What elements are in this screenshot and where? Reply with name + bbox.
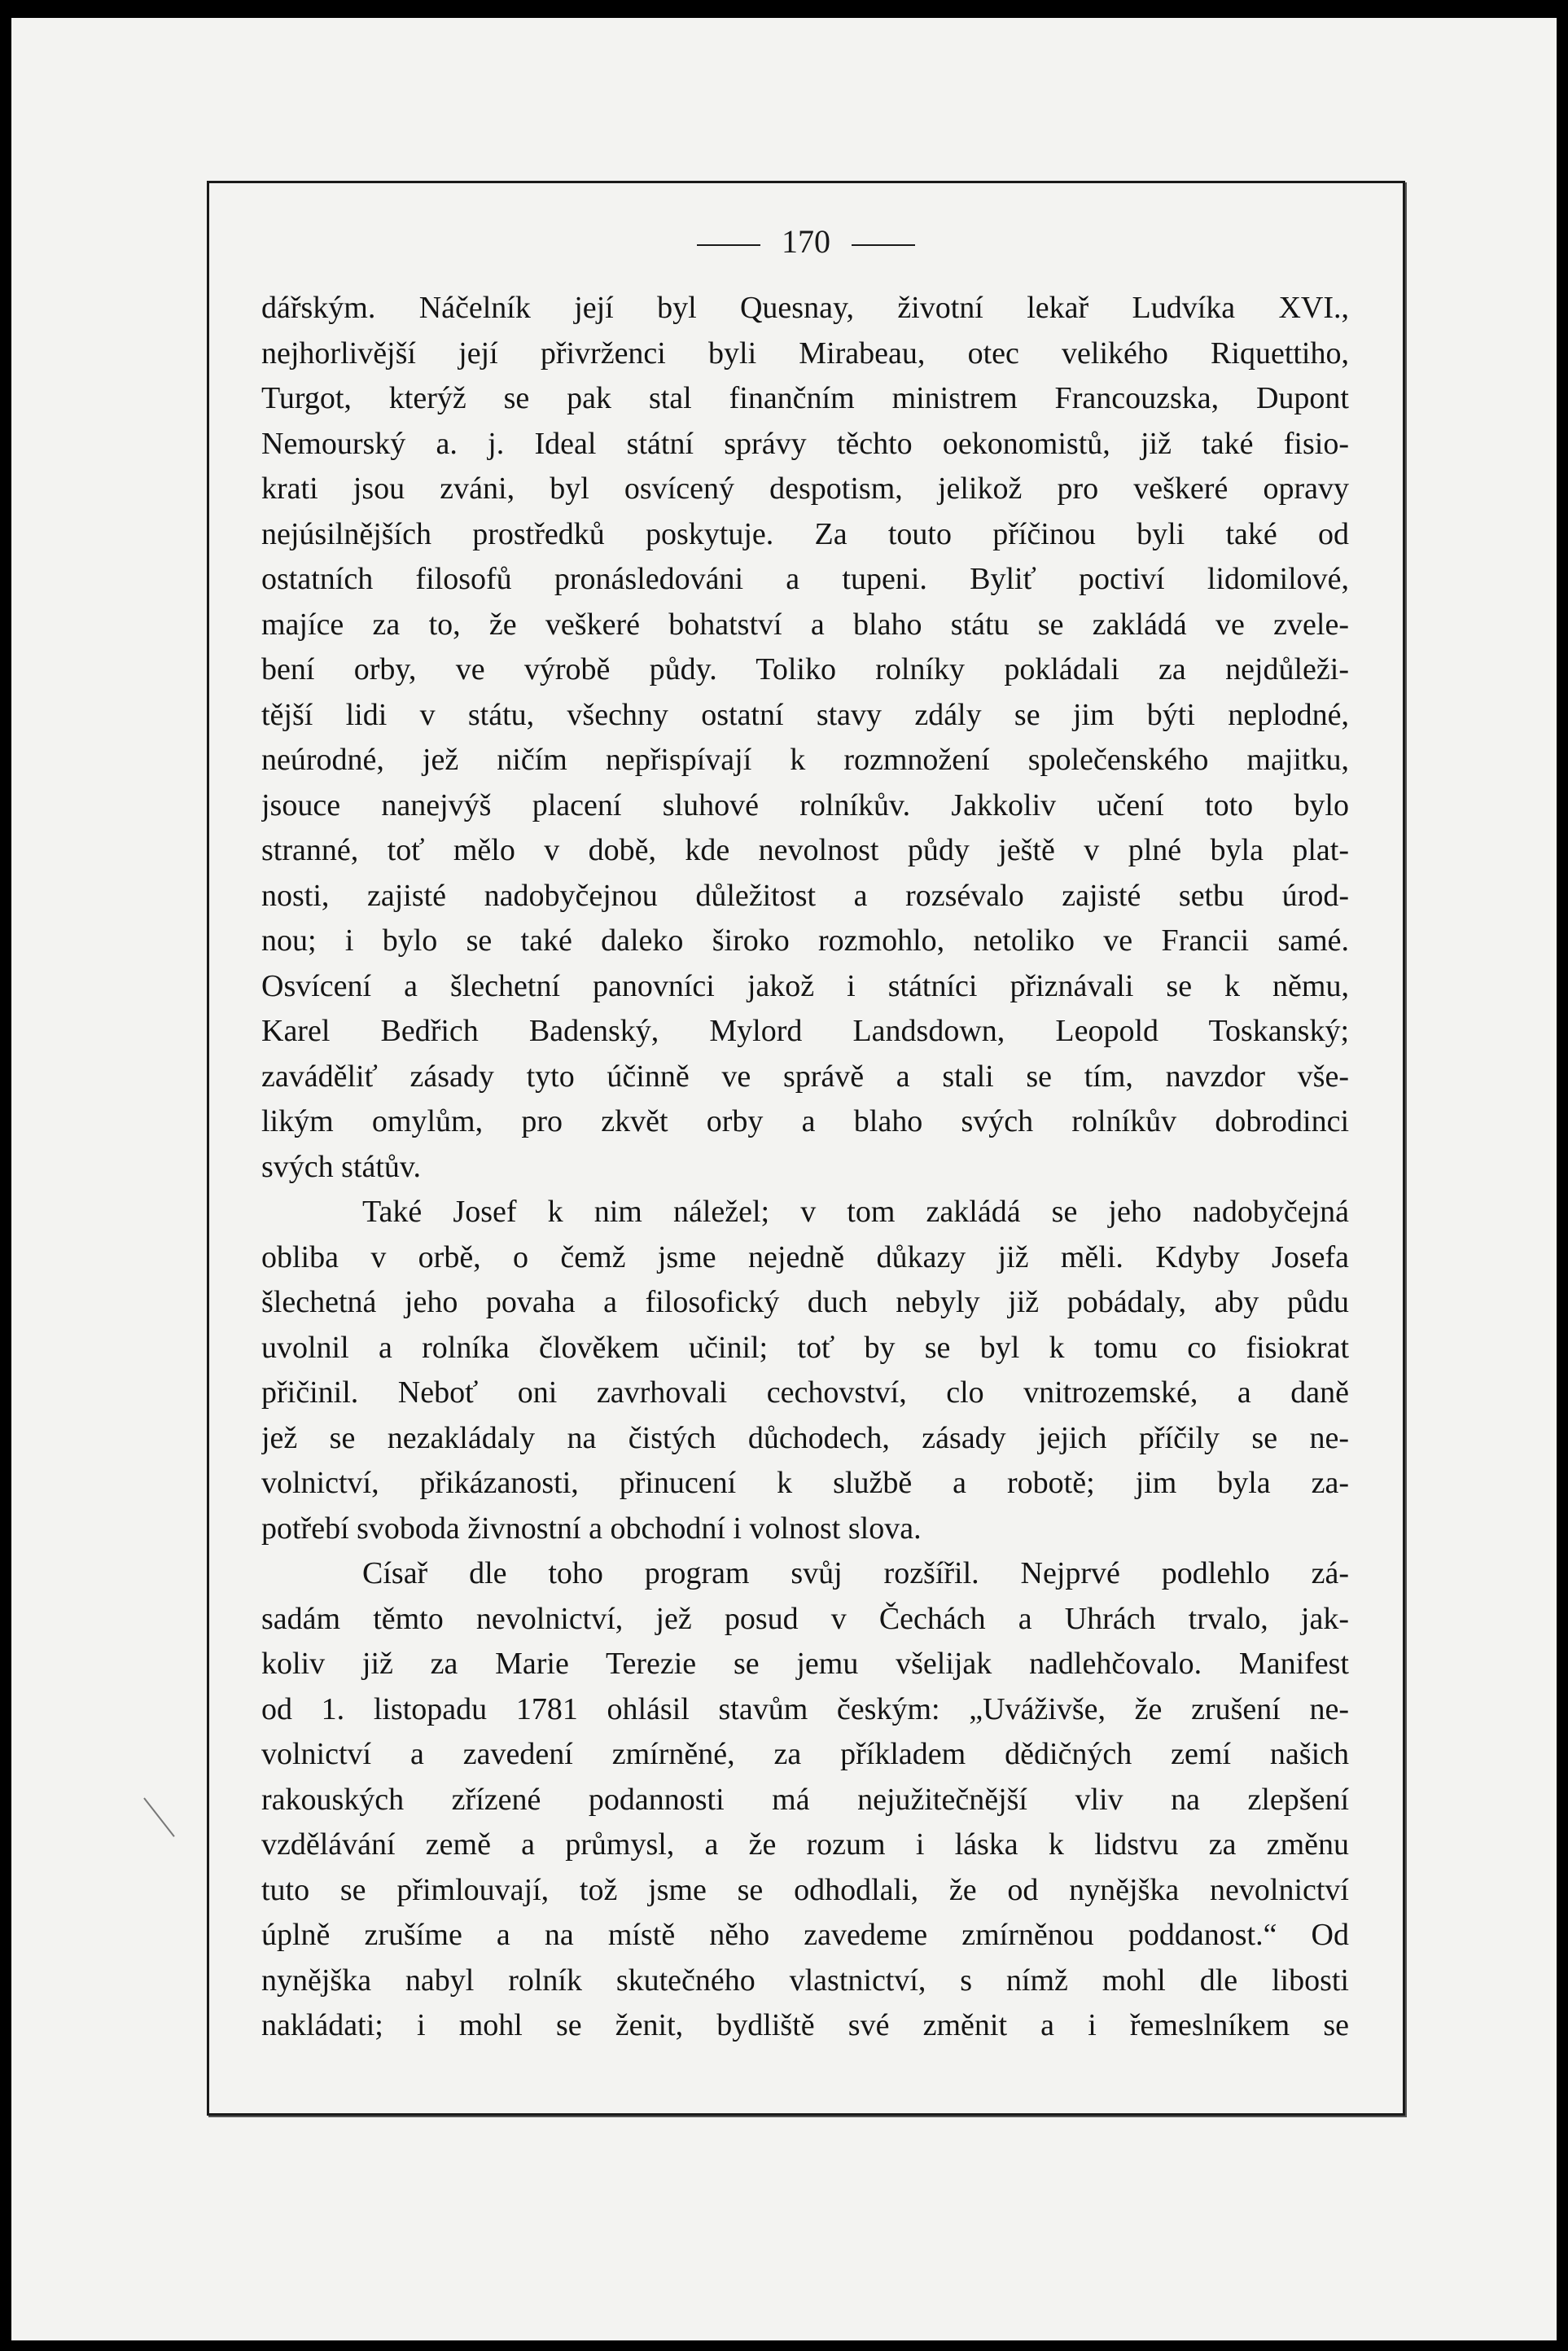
text-line: přičinil. Neboť oni zavrhovali cechovství, clo vnitrozemské, a daně: [261, 1375, 1349, 1410]
scanned-page: [11, 18, 1557, 2340]
text-line: Císař dle toho program svůj rozšířil. Nejprvé podlehlo zá-: [362, 1556, 1349, 1590]
page-number: 170: [782, 223, 830, 260]
text-line: nejhorlivější její přivrženci byli Mirabeau, otec velikého Riquettiho,: [261, 336, 1349, 371]
text-line: potřebí svoboda živnostní a obchodní i volnost slova.: [261, 1511, 922, 1546]
text-line: volnictví a zavedení zmírněné, za příkladem dědičných zemí našich: [261, 1737, 1349, 1771]
text-line: Také Josef k nim náležel; v tom zakládá se jeho nadobyčejná: [362, 1195, 1349, 1229]
text-line: tuto se přimlouvají, tož jsme se odhodlali, že od nynějška nevolnictví: [261, 1872, 1349, 1907]
text-line: krati jsou zváni, byl osvícený despotism, jelikož pro veškeré opravy: [261, 472, 1349, 506]
header-rule-right: [852, 244, 915, 246]
text-line: úplně zrušíme a na místě něho zavedeme zmírněnou poddanost.“ Od: [261, 1918, 1349, 1952]
paragraph: [261, 1551, 1349, 2049]
text-line: likým omylům, pro zkvět orby a blaho svých rolníkův dobrodinci: [261, 1104, 1349, 1138]
text-line: nakládati; i mohl se ženit, bydliště své změnit a i řemeslníkem se: [261, 2008, 1349, 2042]
text-line: ostatních filosofů pronásledováni a tupeni. Byliť poctiví lidomilové,: [261, 562, 1349, 596]
text-line: stranné, toť mělo v době, kde nevolnost půdy ještě v plné byla plat-: [261, 833, 1349, 867]
text-line: svých státův.: [261, 1149, 421, 1184]
text-line: koliv již za Marie Terezie se jemu všelijak nadlehčovalo. Manifest: [261, 1647, 1349, 1681]
text-line: neúrodné, jež ničím nepřispívají k rozmnožení společenského majitku,: [261, 743, 1349, 777]
text-line: Nemourský a. j. Ideal státní správy těchto oekonomistů, již také fisio-: [261, 426, 1349, 461]
stray-mark: [143, 1797, 175, 1837]
text-line: dářským. Náčelník její byl Quesnay, životní lekař Ludvíka XVI.,: [261, 291, 1349, 325]
text-line: nosti, zajisté nadobyčejnou důležitost a rozsévalo zajisté setbu úrod-: [261, 878, 1349, 913]
text-line: od 1. listopadu 1781 ohlásil stavům českým: „Uváživše, že zrušení ne-: [261, 1691, 1349, 1726]
page-number-header: [209, 223, 1403, 260]
text-line: uvolnil a rolníka člověkem učinil; toť by se byl k tomu co fisiokrat: [261, 1330, 1349, 1365]
paragraph: [261, 1190, 1349, 1551]
text-line: Osvícení a šlechetní panovníci jakož i státníci přiznávali se k němu,: [261, 968, 1349, 1003]
text-line: volnictví, přikázanosti, přinucení k službě a robotě; jim byla za-: [261, 1466, 1349, 1500]
text-line: šlechetná jeho povaha a filosofický duch nebyly již pobádaly, aby půdu: [261, 1285, 1349, 1319]
page-frame: [207, 181, 1405, 2116]
header-rule-left: [697, 244, 760, 246]
body-text: [261, 286, 1349, 2049]
text-line: jež se nezakládaly na čistých důchodech, zásady jejich příčily se ne-: [261, 1420, 1349, 1455]
text-line: Turgot, kterýž se pak stal finančním ministrem Francouzska, Dupont: [261, 381, 1349, 415]
text-line: jsouce nanejvýš placení sluhové rolníkův. Jakkoliv učení toto bylo: [261, 787, 1349, 822]
text-line: vzdělávání země a průmysl, a že rozum i láska k lidstvu za změnu: [261, 1827, 1349, 1862]
text-line: nejúsilnějších prostředků poskytuje. Za touto příčinou byli také od: [261, 516, 1349, 551]
text-line: nou; i bylo se také daleko široko rozmohlo, netoliko ve Francii samé.: [261, 923, 1349, 958]
text-line: Karel Bedřich Badenský, Mylord Landsdown, Leopold Toskanský;: [261, 1014, 1349, 1048]
text-line: bení orby, ve výrobě půdy. Toliko rolníky pokládali za nejdůleži-: [261, 652, 1349, 686]
text-line: tější lidi v státu, všechny ostatní stavy zdály se jim býti neplodné,: [261, 697, 1349, 732]
paragraph: [261, 286, 1349, 1190]
text-line: rakouských zřízené podannosti má nejužitečnější vliv na zlepšení: [261, 1782, 1349, 1817]
text-line: majíce za to, že veškeré bohatství a blaho státu se zakládá ve zvele-: [261, 607, 1349, 642]
text-line: obliba v orbě, o čemž jsme nejedně důkazy již měli. Kdyby Josefa: [261, 1239, 1349, 1274]
text-line: nynějška nabyl rolník skutečného vlastnictví, s nímž mohl dle libosti: [261, 1963, 1349, 1998]
text-line: sadám těmto nevolnictví, jež posud v Čechách a Uhrách trvalo, jak-: [261, 1601, 1349, 1636]
text-line: zaváděliť zásady tyto účinně ve správě a stali se tím, navzdor vše-: [261, 1059, 1349, 1094]
